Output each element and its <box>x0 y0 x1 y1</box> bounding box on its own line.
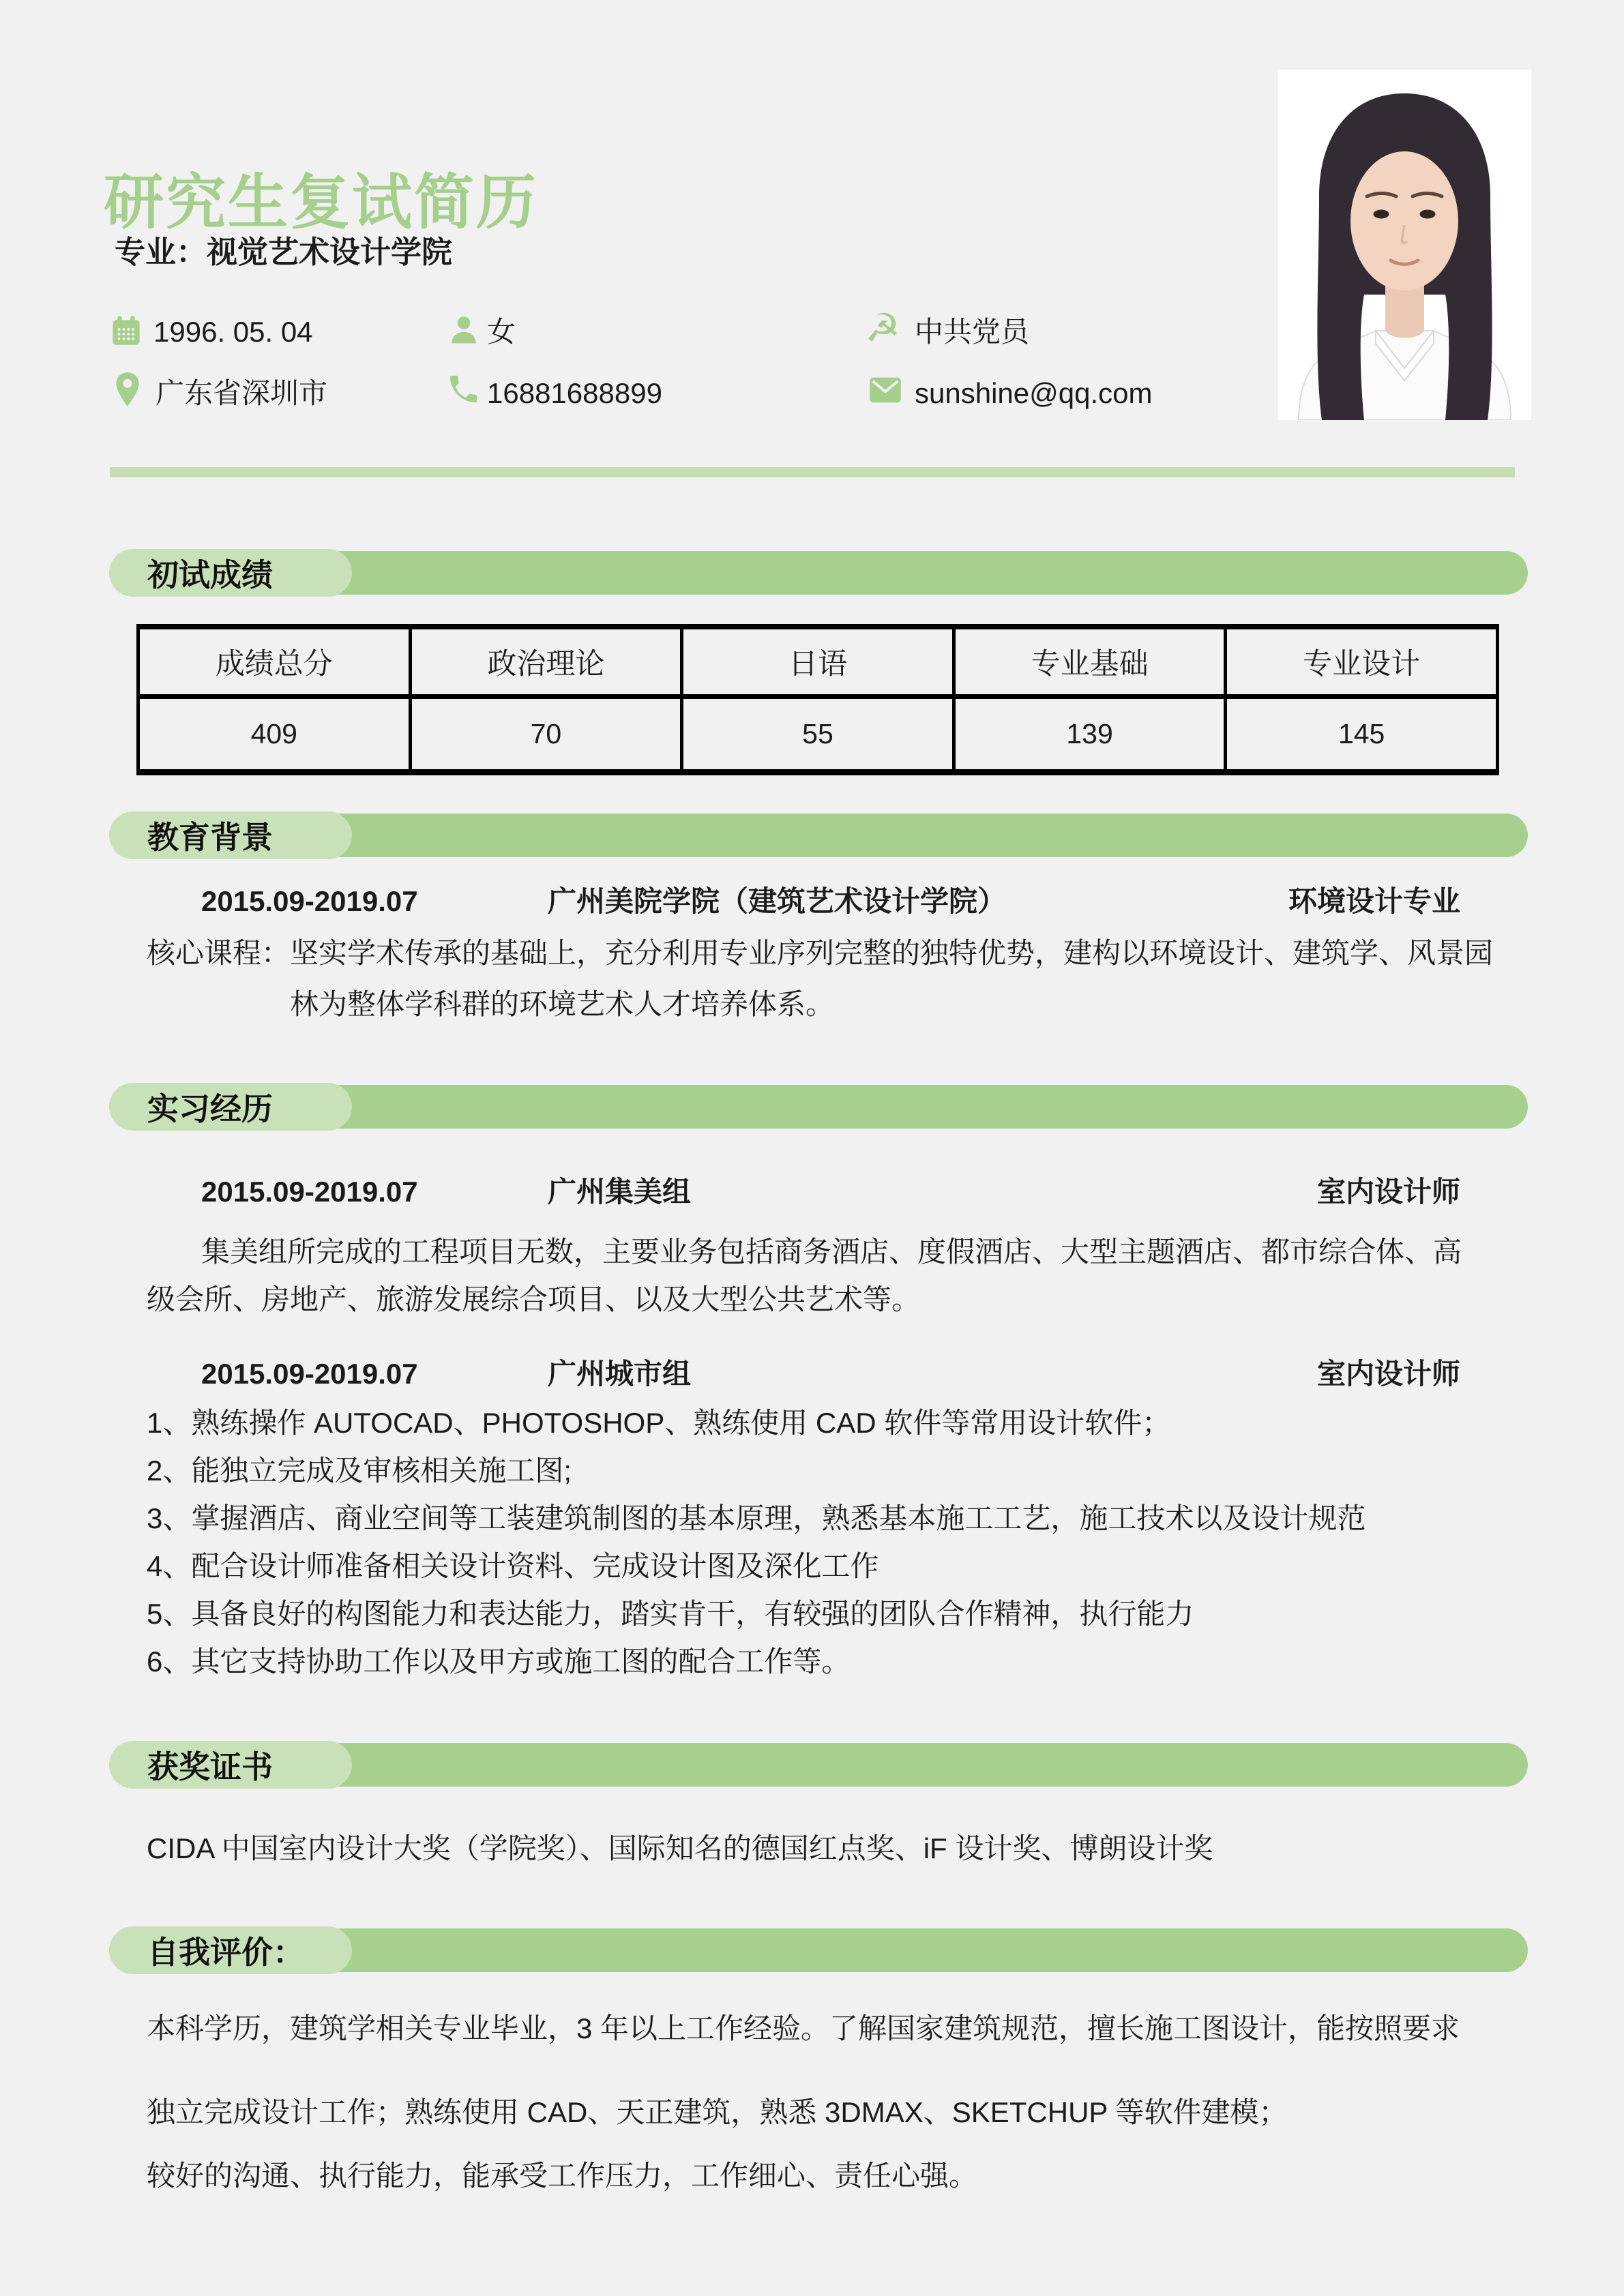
course-line: 核心课程：坚实学术传承的基础上，充分利用专业序列完整的独特优势，建构以环境设计、建筑学、风景园 <box>147 937 1494 969</box>
job-company: 广州城市组 <box>548 1358 692 1390</box>
score-header-cell: 政治理论 <box>409 629 681 694</box>
job-role: 室内设计师 <box>1316 1358 1460 1390</box>
section-title-awards: 获奖证书 <box>147 1749 273 1785</box>
score-value-cell: 145 <box>1224 699 1496 769</box>
score-table-header-row <box>140 629 1496 699</box>
phone-icon <box>447 373 479 406</box>
score-table <box>136 624 1499 775</box>
section-cap <box>109 1741 352 1789</box>
phone-value: 16881688899 <box>487 377 662 409</box>
header-divider <box>110 467 1515 477</box>
education-school: 广州美院学院（建筑艺术设计学院） <box>548 885 1007 917</box>
job-bullet: 1、熟练操作 AUTOCAD、PHOTOSHOP、熟练使用 CAD 软件等常用设计软件； <box>147 1407 1171 1439</box>
job-bullet: 5、具备良好的构图能力和表达能力，踏实肯干，有较强的团队合作精神，执行能力 <box>147 1598 1194 1630</box>
job-period: 2015.09-2019.07 <box>201 1358 418 1390</box>
job-bullet: 4、配合设计师准备相关设计资料、完成设计图及深化工作 <box>147 1550 879 1582</box>
section-cap <box>109 1083 352 1131</box>
score-header-cell: 专业设计 <box>1224 629 1496 694</box>
section-cap <box>109 549 352 597</box>
mail-icon <box>868 374 903 406</box>
map-pin-icon <box>110 370 145 408</box>
job-role: 室内设计师 <box>1316 1176 1460 1208</box>
score-header-cell: 专业基础 <box>952 629 1224 694</box>
hammer-sickle-icon: ☭ <box>865 305 900 351</box>
education-period: 2015.09-2019.07 <box>201 885 418 917</box>
section-cap <box>109 811 352 859</box>
section-header-scores <box>109 549 1528 597</box>
education-courses <box>147 927 1593 1030</box>
score-header-cell: 成绩总分 <box>215 648 333 681</box>
section-header-awards <box>109 1741 1528 1789</box>
job-bullet-list <box>147 1399 1593 1686</box>
section-title-scores: 初试成绩 <box>147 557 273 593</box>
section-title-internship: 实习经历 <box>147 1091 273 1127</box>
job-bullet: 2、能独立完成及审核相关施工图; <box>147 1455 572 1487</box>
location-value: 广东省深圳市 <box>156 377 328 409</box>
job-bullet: 6、其它支持协助工作以及甲方或施工图的配合工作等。 <box>147 1645 851 1678</box>
section-header-internship <box>109 1083 1528 1131</box>
birthday-value: 1996. 05. 04 <box>153 316 313 348</box>
score-value-cell: 139 <box>952 699 1224 769</box>
major-line: 专业：视觉艺术设计学院 <box>115 235 453 269</box>
education-major: 环境设计专业 <box>1288 885 1460 917</box>
section-header-education <box>109 811 1528 859</box>
self-evaluation-line: 本科学历，建筑学相关专业毕业，3 年以上工作经验。了解国家建筑规范，擅长施工图设计，能按照要求 <box>147 2012 1460 2044</box>
score-table-value-row <box>140 699 1496 769</box>
person-icon <box>446 312 482 348</box>
job-company: 广州集美组 <box>548 1176 692 1208</box>
job-description-line: 级会所、房地产、旅游发展综合项目、以及大型公共艺术等。 <box>147 1283 921 1315</box>
score-header-cell: 日语 <box>680 629 952 694</box>
education-entry-row <box>0 884 1624 919</box>
calendar-icon <box>109 314 143 348</box>
section-cap <box>109 1926 352 1974</box>
page-title: 研究生复试简历 <box>104 168 539 236</box>
party-value: 中共党员 <box>915 316 1030 348</box>
awards-text: CIDA 中国室内设计大奖（学院奖）、国际知名的德国红点奖、iF 设计奖、博朗设计奖 <box>147 1832 1213 1864</box>
section-title-self-evaluation: 自我评价： <box>147 1935 304 1970</box>
email-value: sunshine@qq.com <box>915 377 1153 409</box>
self-evaluation-line: 较好的沟通、执行能力，能承受工作压力，工作细心、责任心强。 <box>147 2160 978 2192</box>
score-value-cell: 409 <box>250 718 297 749</box>
job-period: 2015.09-2019.07 <box>201 1176 418 1208</box>
job-entry-row <box>0 1175 1624 1209</box>
section-header-self-evaluation <box>109 1926 1528 1974</box>
course-line: 林为整体学科群的环境艺术人才培养体系。 <box>290 988 835 1020</box>
job-entry-row <box>0 1357 1624 1391</box>
self-evaluation-line: 独立完成设计工作；熟练使用 CAD、天正建筑，熟悉 3DMAX、SKETCHUP 等软件建模； <box>147 2096 1288 2128</box>
job-description-line: 集美组所完成的工程项目无数，主要业务包括商务酒店、度假酒店、大型主题酒店、都市综合体、高 <box>201 1236 1462 1268</box>
score-value-cell: 70 <box>409 699 681 769</box>
section-title-education: 教育背景 <box>147 820 273 855</box>
id-photo <box>1278 70 1531 420</box>
job-description <box>147 1228 1593 1324</box>
job-bullet: 3、掌握酒店、商业空间等工装建筑制图的基本原理，熟悉基本施工工艺，施工技术以及设计规范 <box>147 1502 1366 1534</box>
score-value-cell: 55 <box>680 699 952 769</box>
gender-value: 女 <box>487 316 516 348</box>
